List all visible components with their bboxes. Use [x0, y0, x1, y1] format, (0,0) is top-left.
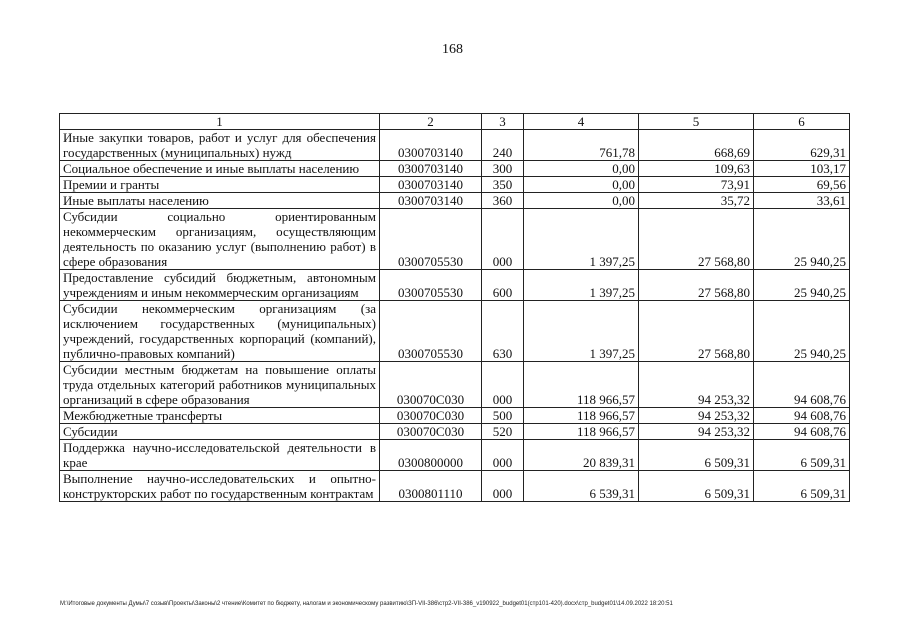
row-code-cell: 030070С030 — [380, 424, 482, 440]
row-value-col4: 118 966,57 — [524, 362, 639, 408]
row-kvr-cell: 240 — [482, 130, 524, 161]
budget-table — [59, 113, 850, 502]
row-value-col4: 118 966,57 — [524, 424, 639, 440]
row-value-col4: 1 397,25 — [524, 270, 639, 301]
row-value-col5: 109,63 — [639, 161, 754, 177]
row-value-col4: 1 397,25 — [524, 209, 639, 270]
column-header: 3 — [482, 114, 524, 130]
table-row — [60, 471, 850, 502]
row-value-col6: 25 940,25 — [754, 209, 850, 270]
row-kvr-cell: 000 — [482, 209, 524, 270]
row-code-cell: 030070С030 — [380, 408, 482, 424]
row-code-cell: 0300703140 — [380, 130, 482, 161]
header-row — [60, 114, 850, 130]
column-header: 1 — [60, 114, 380, 130]
row-name-cell: Иные закупки товаров, работ и услуг для обеспечения государственных (муниципальных) нужд — [60, 130, 380, 161]
row-value-col5: 27 568,80 — [639, 209, 754, 270]
row-value-col5: 27 568,80 — [639, 270, 754, 301]
row-value-col4: 761,78 — [524, 130, 639, 161]
row-code-cell: 0300801110 — [380, 471, 482, 502]
row-kvr-cell: 520 — [482, 424, 524, 440]
row-kvr-cell: 600 — [482, 270, 524, 301]
row-kvr-cell: 350 — [482, 177, 524, 193]
row-value-col5: 6 509,31 — [639, 471, 754, 502]
row-value-col4: 118 966,57 — [524, 408, 639, 424]
row-code-cell: 0300703140 — [380, 193, 482, 209]
row-code-cell: 030070С030 — [380, 362, 482, 408]
row-value-col4: 6 539,31 — [524, 471, 639, 502]
row-code-cell: 0300703140 — [380, 161, 482, 177]
row-code-cell: 0300705530 — [380, 209, 482, 270]
table-row — [60, 177, 850, 193]
row-name-cell: Выполнение научно-исследовательских и опытно-конструкторских работ по государственным контрактам — [60, 471, 380, 502]
table-row — [60, 301, 850, 362]
row-kvr-cell: 630 — [482, 301, 524, 362]
row-value-col5: 94 253,32 — [639, 424, 754, 440]
row-code-cell: 0300800000 — [380, 440, 482, 471]
row-value-col4: 20 839,31 — [524, 440, 639, 471]
row-value-col6: 69,56 — [754, 177, 850, 193]
row-value-col5: 27 568,80 — [639, 301, 754, 362]
column-header: 4 — [524, 114, 639, 130]
row-value-col6: 94 608,76 — [754, 362, 850, 408]
row-value-col5: 6 509,31 — [639, 440, 754, 471]
row-kvr-cell: 300 — [482, 161, 524, 177]
column-header: 6 — [754, 114, 850, 130]
column-header: 2 — [380, 114, 482, 130]
table-row — [60, 270, 850, 301]
table-row — [60, 209, 850, 270]
row-value-col6: 94 608,76 — [754, 424, 850, 440]
row-value-col6: 6 509,31 — [754, 471, 850, 502]
row-value-col5: 94 253,32 — [639, 408, 754, 424]
row-name-cell: Субсидии социально ориентированным некоммерческим организациям, осуществляющим деятельность по оказанию услуг (выполнению работ) в сфере образования — [60, 209, 380, 270]
table-row — [60, 424, 850, 440]
row-name-cell: Предоставление субсидий бюджетным, автономным учреждениям и иным некоммерческим организациям — [60, 270, 380, 301]
row-value-col6: 25 940,25 — [754, 270, 850, 301]
row-kvr-cell: 000 — [482, 362, 524, 408]
row-kvr-cell: 360 — [482, 193, 524, 209]
table-row — [60, 408, 850, 424]
column-header: 5 — [639, 114, 754, 130]
row-code-cell: 0300705530 — [380, 301, 482, 362]
row-value-col4: 0,00 — [524, 193, 639, 209]
row-name-cell: Субсидии местным бюджетам на повышение оплаты труда отдельных категорий работников муниципальных организаций в сфере образования — [60, 362, 380, 408]
row-name-cell: Премии и гранты — [60, 177, 380, 193]
row-value-col6: 103,17 — [754, 161, 850, 177]
row-value-col6: 629,31 — [754, 130, 850, 161]
row-name-cell: Межбюджетные трансферты — [60, 408, 380, 424]
row-kvr-cell: 000 — [482, 471, 524, 502]
table-row — [60, 161, 850, 177]
row-value-col6: 25 940,25 — [754, 301, 850, 362]
row-kvr-cell: 500 — [482, 408, 524, 424]
table-row — [60, 193, 850, 209]
document-path-footer: M:\Итоговые документы Думы\7 созыв\Проекты\Законы\2 чтение\Комитет по бюджету, налогам и экономическому развитию\ЗП-VII-386\стр2-VII-386_v190922_budget01(стр101-420).docx\стр_budget01\14.09.2022 18:20:51 — [60, 601, 673, 607]
table-row — [60, 440, 850, 471]
row-value-col5: 94 253,32 — [639, 362, 754, 408]
row-value-col5: 73,91 — [639, 177, 754, 193]
table-row — [60, 130, 850, 161]
page-number: 168 — [442, 42, 463, 57]
row-value-col6: 94 608,76 — [754, 408, 850, 424]
row-value-col4: 1 397,25 — [524, 301, 639, 362]
row-value-col4: 0,00 — [524, 177, 639, 193]
row-value-col5: 668,69 — [639, 130, 754, 161]
table-row — [60, 362, 850, 408]
row-name-cell: Социальное обеспечение и иные выплаты населению — [60, 161, 380, 177]
row-code-cell: 0300705530 — [380, 270, 482, 301]
row-value-col5: 35,72 — [639, 193, 754, 209]
row-code-cell: 0300703140 — [380, 177, 482, 193]
row-name-cell: Субсидии — [60, 424, 380, 440]
row-name-cell: Субсидии некоммерческим организациям (за исключением государственных (муниципальных) учреждений, государственных корпораций (компаний), публично-правовых компаний) — [60, 301, 380, 362]
row-name-cell: Иные выплаты населению — [60, 193, 380, 209]
row-kvr-cell: 000 — [482, 440, 524, 471]
row-value-col4: 0,00 — [524, 161, 639, 177]
row-value-col6: 6 509,31 — [754, 440, 850, 471]
row-value-col6: 33,61 — [754, 193, 850, 209]
row-name-cell: Поддержка научно-исследовательской деятельности в крае — [60, 440, 380, 471]
